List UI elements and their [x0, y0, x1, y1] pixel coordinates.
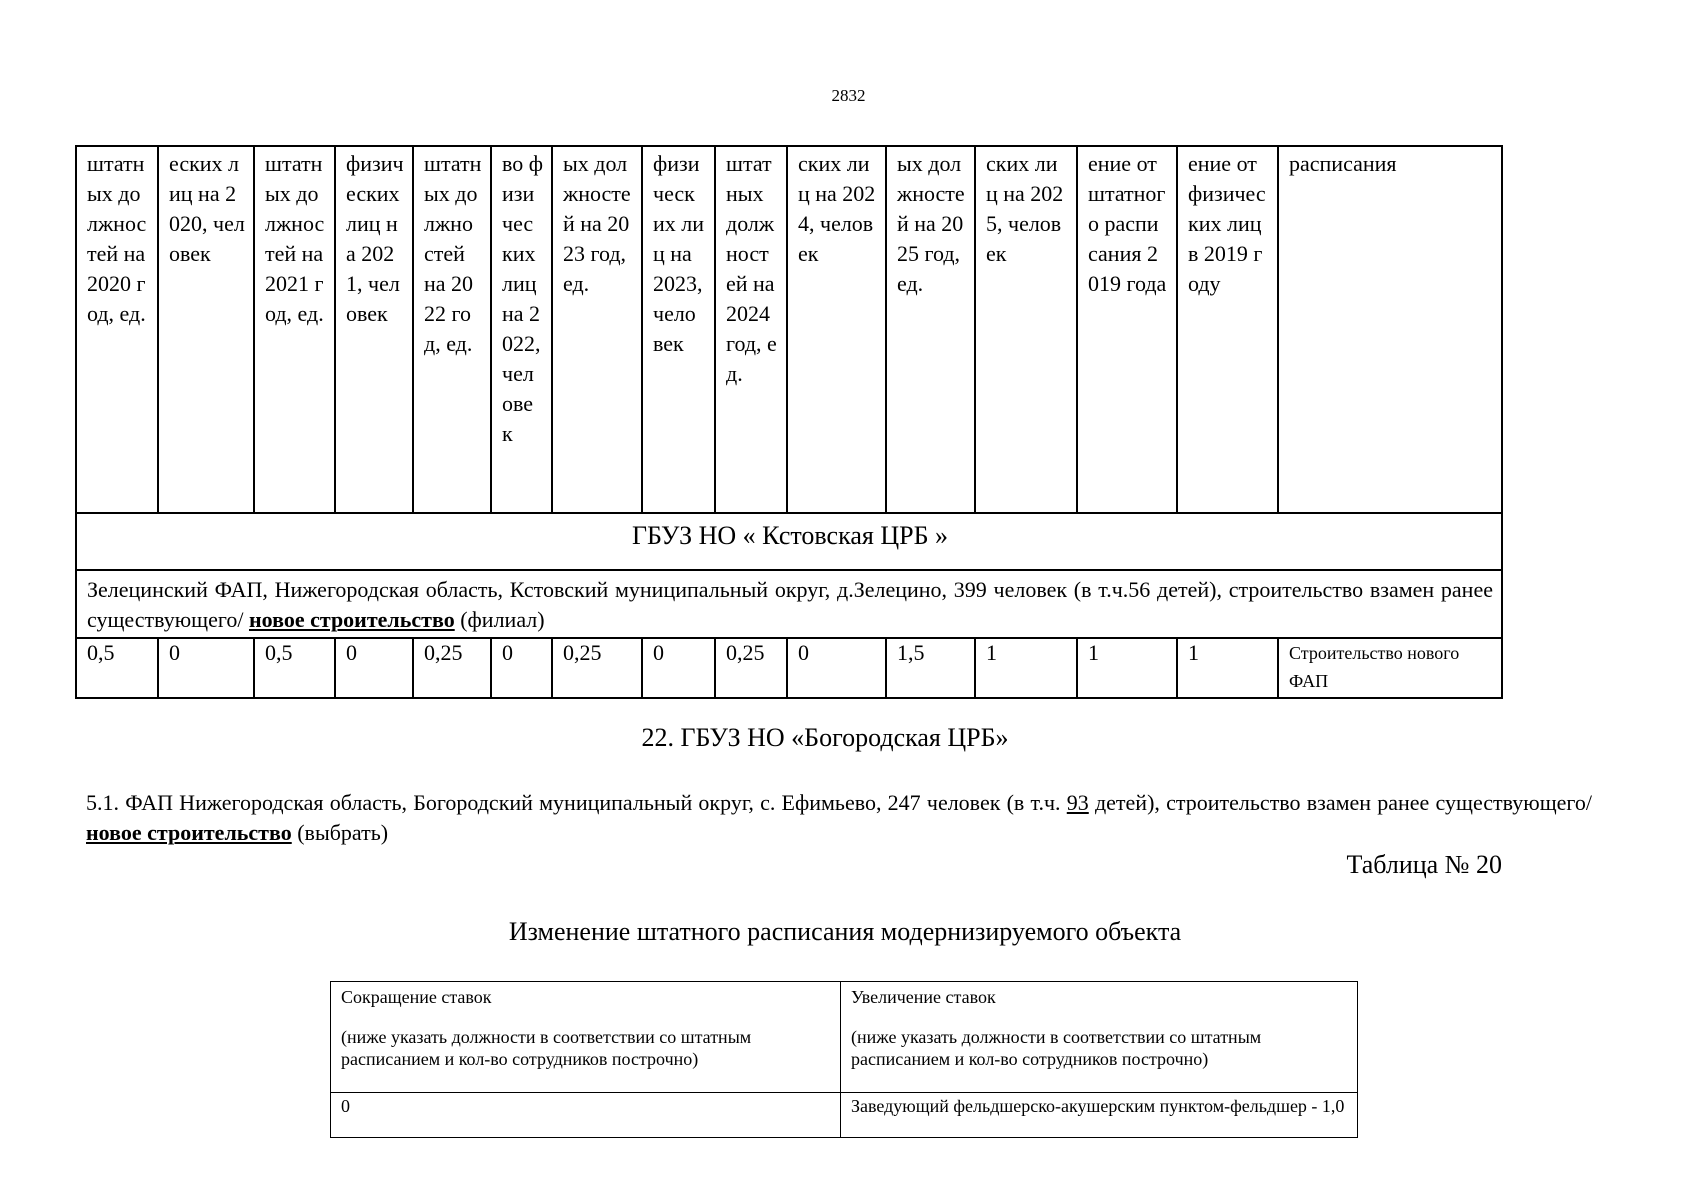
facility-description: [76, 570, 1502, 638]
item-text-middle: детей), строительство взамен ранее существующего/: [1088, 790, 1592, 815]
reduction-note: (ниже указать должности в соответствии со штатным расписанием и кол-во сотрудников построчно): [341, 1027, 752, 1069]
value-cell: 1: [1177, 638, 1278, 698]
item-text-after: (выбрать): [291, 820, 389, 845]
table-label: Таблица № 20: [1346, 850, 1502, 879]
facility-row: [76, 570, 1502, 638]
header-cell: во физических лиц на 2022, человек: [491, 146, 552, 513]
note-cell: Строительство нового ФАП: [1278, 638, 1502, 698]
value-cell: 0: [787, 638, 886, 698]
header-cell: штатных должностей на 2024 год, ед.: [715, 146, 787, 513]
header-cell: расписания: [1278, 146, 1502, 513]
item-emphasis: новое строительство: [86, 820, 292, 845]
staffing-table: [75, 145, 1503, 699]
increase-header: Увеличение ставок: [851, 987, 996, 1007]
reduction-header: Сокращение ставок: [341, 987, 492, 1007]
value-cell: 0,25: [552, 638, 642, 698]
header-cell: ских лиц на 2024, человек: [787, 146, 886, 513]
item-text: 5.1. ФАП Нижегородская область, Богородский муниципальный округ, с. Ефимьево, 247 человек (в т.ч.: [86, 790, 1067, 815]
header-cell: штатных должностей на 2020 год, ед.: [76, 146, 158, 513]
value-cell: 0: [642, 638, 715, 698]
value-cell: 0,5: [76, 638, 158, 698]
value-cell: 0: [491, 638, 552, 698]
organization-row: [76, 513, 1502, 570]
header-cell: физических лиц на 2023, человек: [642, 146, 715, 513]
table-row: [76, 638, 1502, 698]
value-cell: 0,5: [254, 638, 335, 698]
section-title: 22. ГБУЗ НО «Богородская ЦРБ»: [641, 723, 1009, 752]
increase-note: (ниже указать должности в соответствии со штатным расписанием и кол-во сотрудников построчно): [851, 1027, 1262, 1069]
header-cell: ых должностей на 2025 год, ед.: [886, 146, 975, 513]
value-cell: 0: [158, 638, 254, 698]
reduction-header-cell: [331, 982, 841, 1093]
value-cell: 0,25: [715, 638, 787, 698]
staff-change-table: [330, 981, 1358, 1138]
table-row: [331, 1093, 1358, 1138]
header-cell: еских лиц на 2020, человек: [158, 146, 254, 513]
value-cell: 1: [975, 638, 1077, 698]
reduction-value: 0: [331, 1093, 841, 1138]
value-cell: 0,25: [413, 638, 491, 698]
page-number: 2832: [831, 86, 866, 105]
header-cell: штатных должностей на 2021 год, ед.: [254, 146, 335, 513]
header-cell: штатных должностей на 2022 год, ед.: [413, 146, 491, 513]
increase-header-cell: [841, 982, 1358, 1093]
header-cell: ение от штатного расписания 2019 года: [1077, 146, 1177, 513]
header-cell: физических лиц на 2021, человек: [335, 146, 413, 513]
facility-emphasis: новое строительство: [248, 607, 455, 632]
value-cell: 1,5: [886, 638, 975, 698]
header-cell: ение от физических лиц в 2019 году: [1177, 146, 1278, 513]
facility-item-text: [86, 788, 1592, 848]
header-cell: ских лиц на 2025, человек: [975, 146, 1077, 513]
value-cell: 0: [335, 638, 413, 698]
header-cell: ых должностей на 2023 год, ед.: [552, 146, 642, 513]
table-header-row: [331, 982, 1358, 1093]
facility-text-after: (филиал): [454, 607, 545, 632]
increase-value: Заведующий фельдшерско-акушерским пунктом-фельдшер - 1,0: [841, 1093, 1358, 1138]
value-cell: 1: [1077, 638, 1177, 698]
facility-text: Зелецинский ФАП, Нижегородская область, Кстовский муниципальный округ, д.Зелецино, 399 человек (в т.ч.56 детей), строительство взамен ранее существующего/: [87, 577, 1493, 632]
children-count: 93: [1066, 790, 1089, 815]
table-header-row: [76, 146, 1502, 513]
organization-name: ГБУЗ НО « Кстовская ЦРБ »: [76, 513, 1502, 570]
table-caption: Изменение штатного расписания модернизируемого объекта: [508, 917, 1182, 946]
